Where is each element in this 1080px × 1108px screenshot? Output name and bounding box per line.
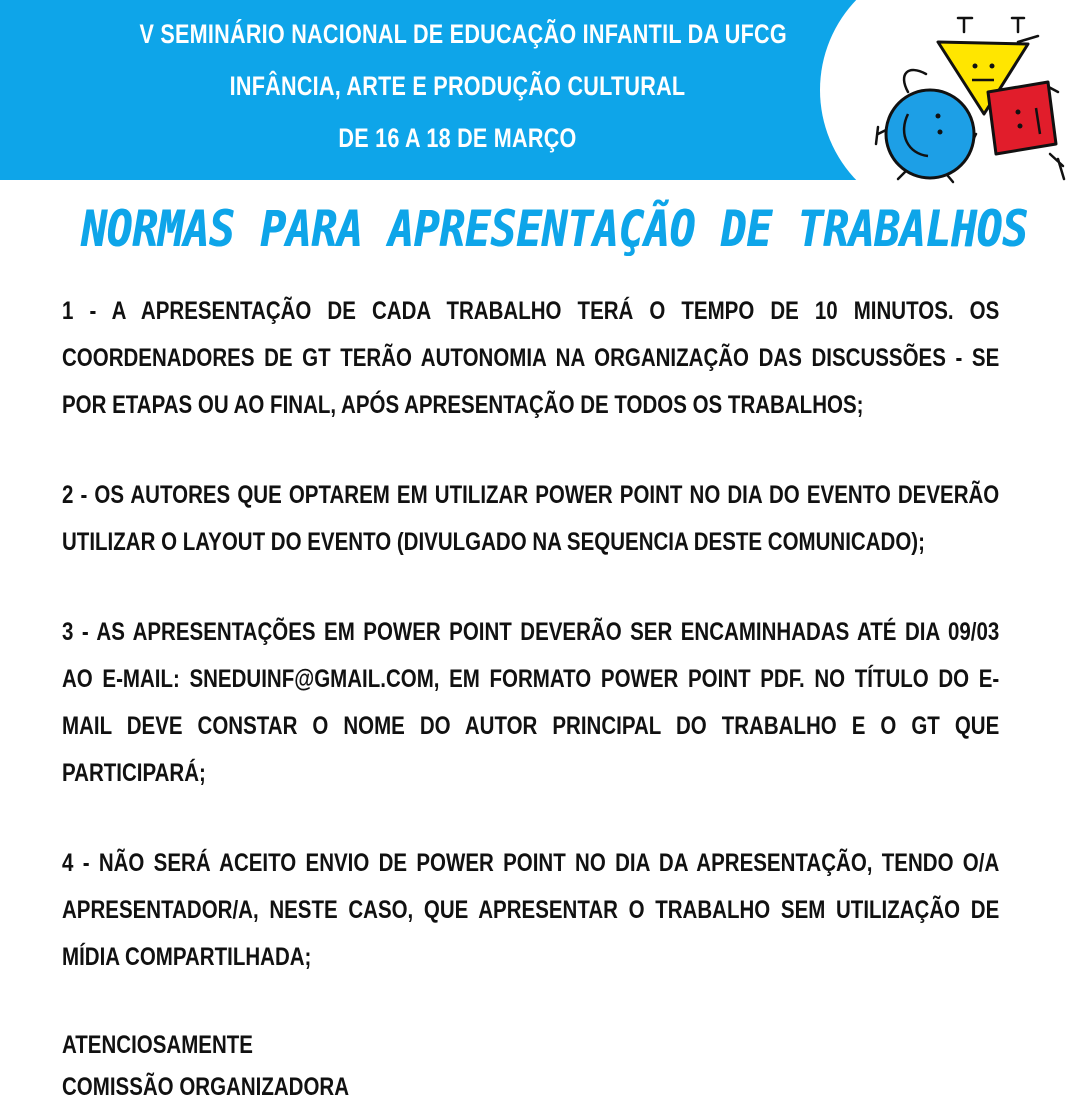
rules-content: [62, 288, 999, 1108]
event-name: V SEMINÁRIO NACIONAL DE EDUCAÇÃO INFANTIL DA UFCG: [139, 19, 787, 49]
rule-1: 1 - A APRESENTAÇÃO DE CADA TRABALHO TERÁ O TEMPO DE 10 MINUTOS. OS COORDENADORES DE GT TERÃO AUTONOMIA NA ORGANIZAÇÃO DAS DISCUSSÕES - SE POR ETAPAS OU AO FINAL, APÓS APRESENTAÇÃO DE TODOS OS TRABALHOS;: [62, 297, 1000, 419]
rule-3: 3 - AS APRESENTAÇÕES EM POWER POINT DEVERÃO SER ENCAMINHADAS ATÉ DIA 09/03 AO E-MAIL: SNEDUINF@GMAIL.COM, EM FORMATO POWER POINT PDF. NO TÍTULO DO E-MAIL DEVE CONSTAR O NOME DO AUTOR PRINCIPAL DO TRABALHO E O GT QUE PARTICIPARÁ;: [62, 618, 1000, 787]
rule-4: 4 - NÃO SERÁ ACEITO ENVIO DE POWER POINT NO DIA DA APRESENTAÇÃO, TENDO O/A APRESENTADOR/A, NESTE CASO, QUE APRESENTAR O TRABALHO SEM UTILIZAÇÃO DE MÍDIA COMPARTILHADA;: [62, 849, 1000, 971]
rule-2: 2 - OS AUTORES QUE OPTAREM EM UTILIZAR POWER POINT NO DIA DO EVENTO DEVERÃO UTILIZAR O LAYOUT DO EVENTO (DIVULGADO NA SEQUENCIA DESTE COMUNICADO);: [62, 481, 1000, 556]
event-dates: DE 16 A 18 DE MARÇO: [338, 123, 577, 153]
page-title: NORMAS PARA APRESENTAÇÃO DE TRABALHOS: [81, 200, 1028, 258]
event-header: [139, 8, 787, 164]
shapes-faces-logo-icon: [868, 14, 1068, 184]
event-theme: INFÂNCIA, ARTE E PRODUÇÃO CULTURAL: [229, 71, 686, 101]
closing-greeting: ATENCIOSAMENTE: [62, 1031, 253, 1059]
closing-signature: COMISSÃO ORGANIZADORA: [62, 1073, 349, 1101]
